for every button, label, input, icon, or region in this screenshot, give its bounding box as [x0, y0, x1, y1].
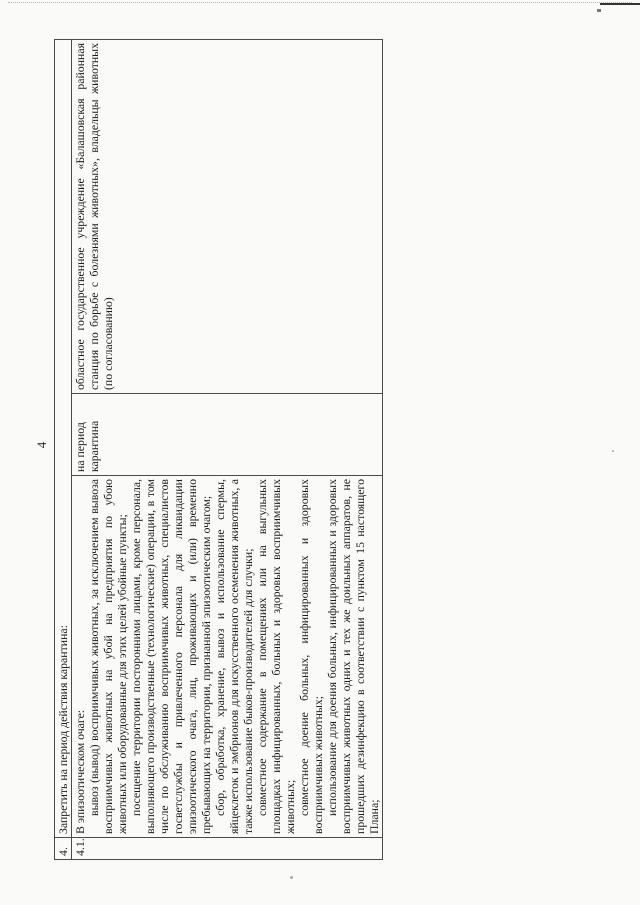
term-cell — [72, 394, 383, 476]
measure-paragraph: использование для доения больных, инфицированных и здоровых восприимчивых животных одних и тех же доильных аппаратов, не прошедших дезинфекцию в соответствии с пунктом 15 настоящего Плана; — [325, 479, 381, 834]
term-text: на период карантина — [73, 420, 101, 472]
rotated-document-page — [30, 20, 610, 880]
scan-edge-small-mark — [597, 9, 601, 12]
measure-paragraph: посещение территории посторонними лицами, кроме персонала, выполняющего производственные (технологические) операции, в том числе по обслуживанию восприимчивых животных, специалистов госветслужбы и привлеченного персонала для ликвидации эпизоотического очага, лиц, проживающих и (или) временно пребывающих на территории, признанной эпизоотическим очагом; — [129, 479, 213, 834]
section-title-cell: Запретить на период действия карантина: — [55, 40, 72, 838]
measure-paragraph: совместное доение больных, инфицированных и здоровых восприимчивых животных; — [297, 479, 325, 834]
scan-edge-dark-mark — [600, 3, 640, 5]
measures-table — [54, 39, 383, 860]
responsible-text: областное государственное учреждение «Балашовская районная станция по борьбе с болезнями животных», владельцы животных (по согласованию) — [73, 43, 115, 390]
measure-paragraph: совместное содержание в помещениях или на выгульных площадках инфицированных, больных и здоровых восприимчивых животных; — [255, 479, 297, 834]
measure-paragraph: вывоз (вывод) восприимчивых животных, за исключением вывоза восприимчивых животных на убой на предприятия по убою животных или оборудованные для этих целей убойные пункты; — [87, 479, 129, 834]
measure-cell — [72, 476, 383, 838]
measure-paragraph: сбор, обработка, хранение, вывоз и использование спермы, яйцеклеток и эмбрионов для искусственного осеменения животных, а также использование быков-производителей для случки; — [213, 479, 255, 834]
responsible-cell — [72, 40, 383, 394]
section-number-cell: 4. — [55, 838, 72, 860]
scan-edge-dotted-line — [8, 2, 632, 4]
table-section-row — [55, 40, 72, 860]
item-number-cell: 4.1. — [72, 838, 383, 860]
measure-intro: В эпизоотическом очаге: — [73, 709, 87, 834]
scan-speck — [612, 450, 614, 452]
table-row — [72, 40, 383, 860]
page-number: 4 — [34, 441, 49, 449]
